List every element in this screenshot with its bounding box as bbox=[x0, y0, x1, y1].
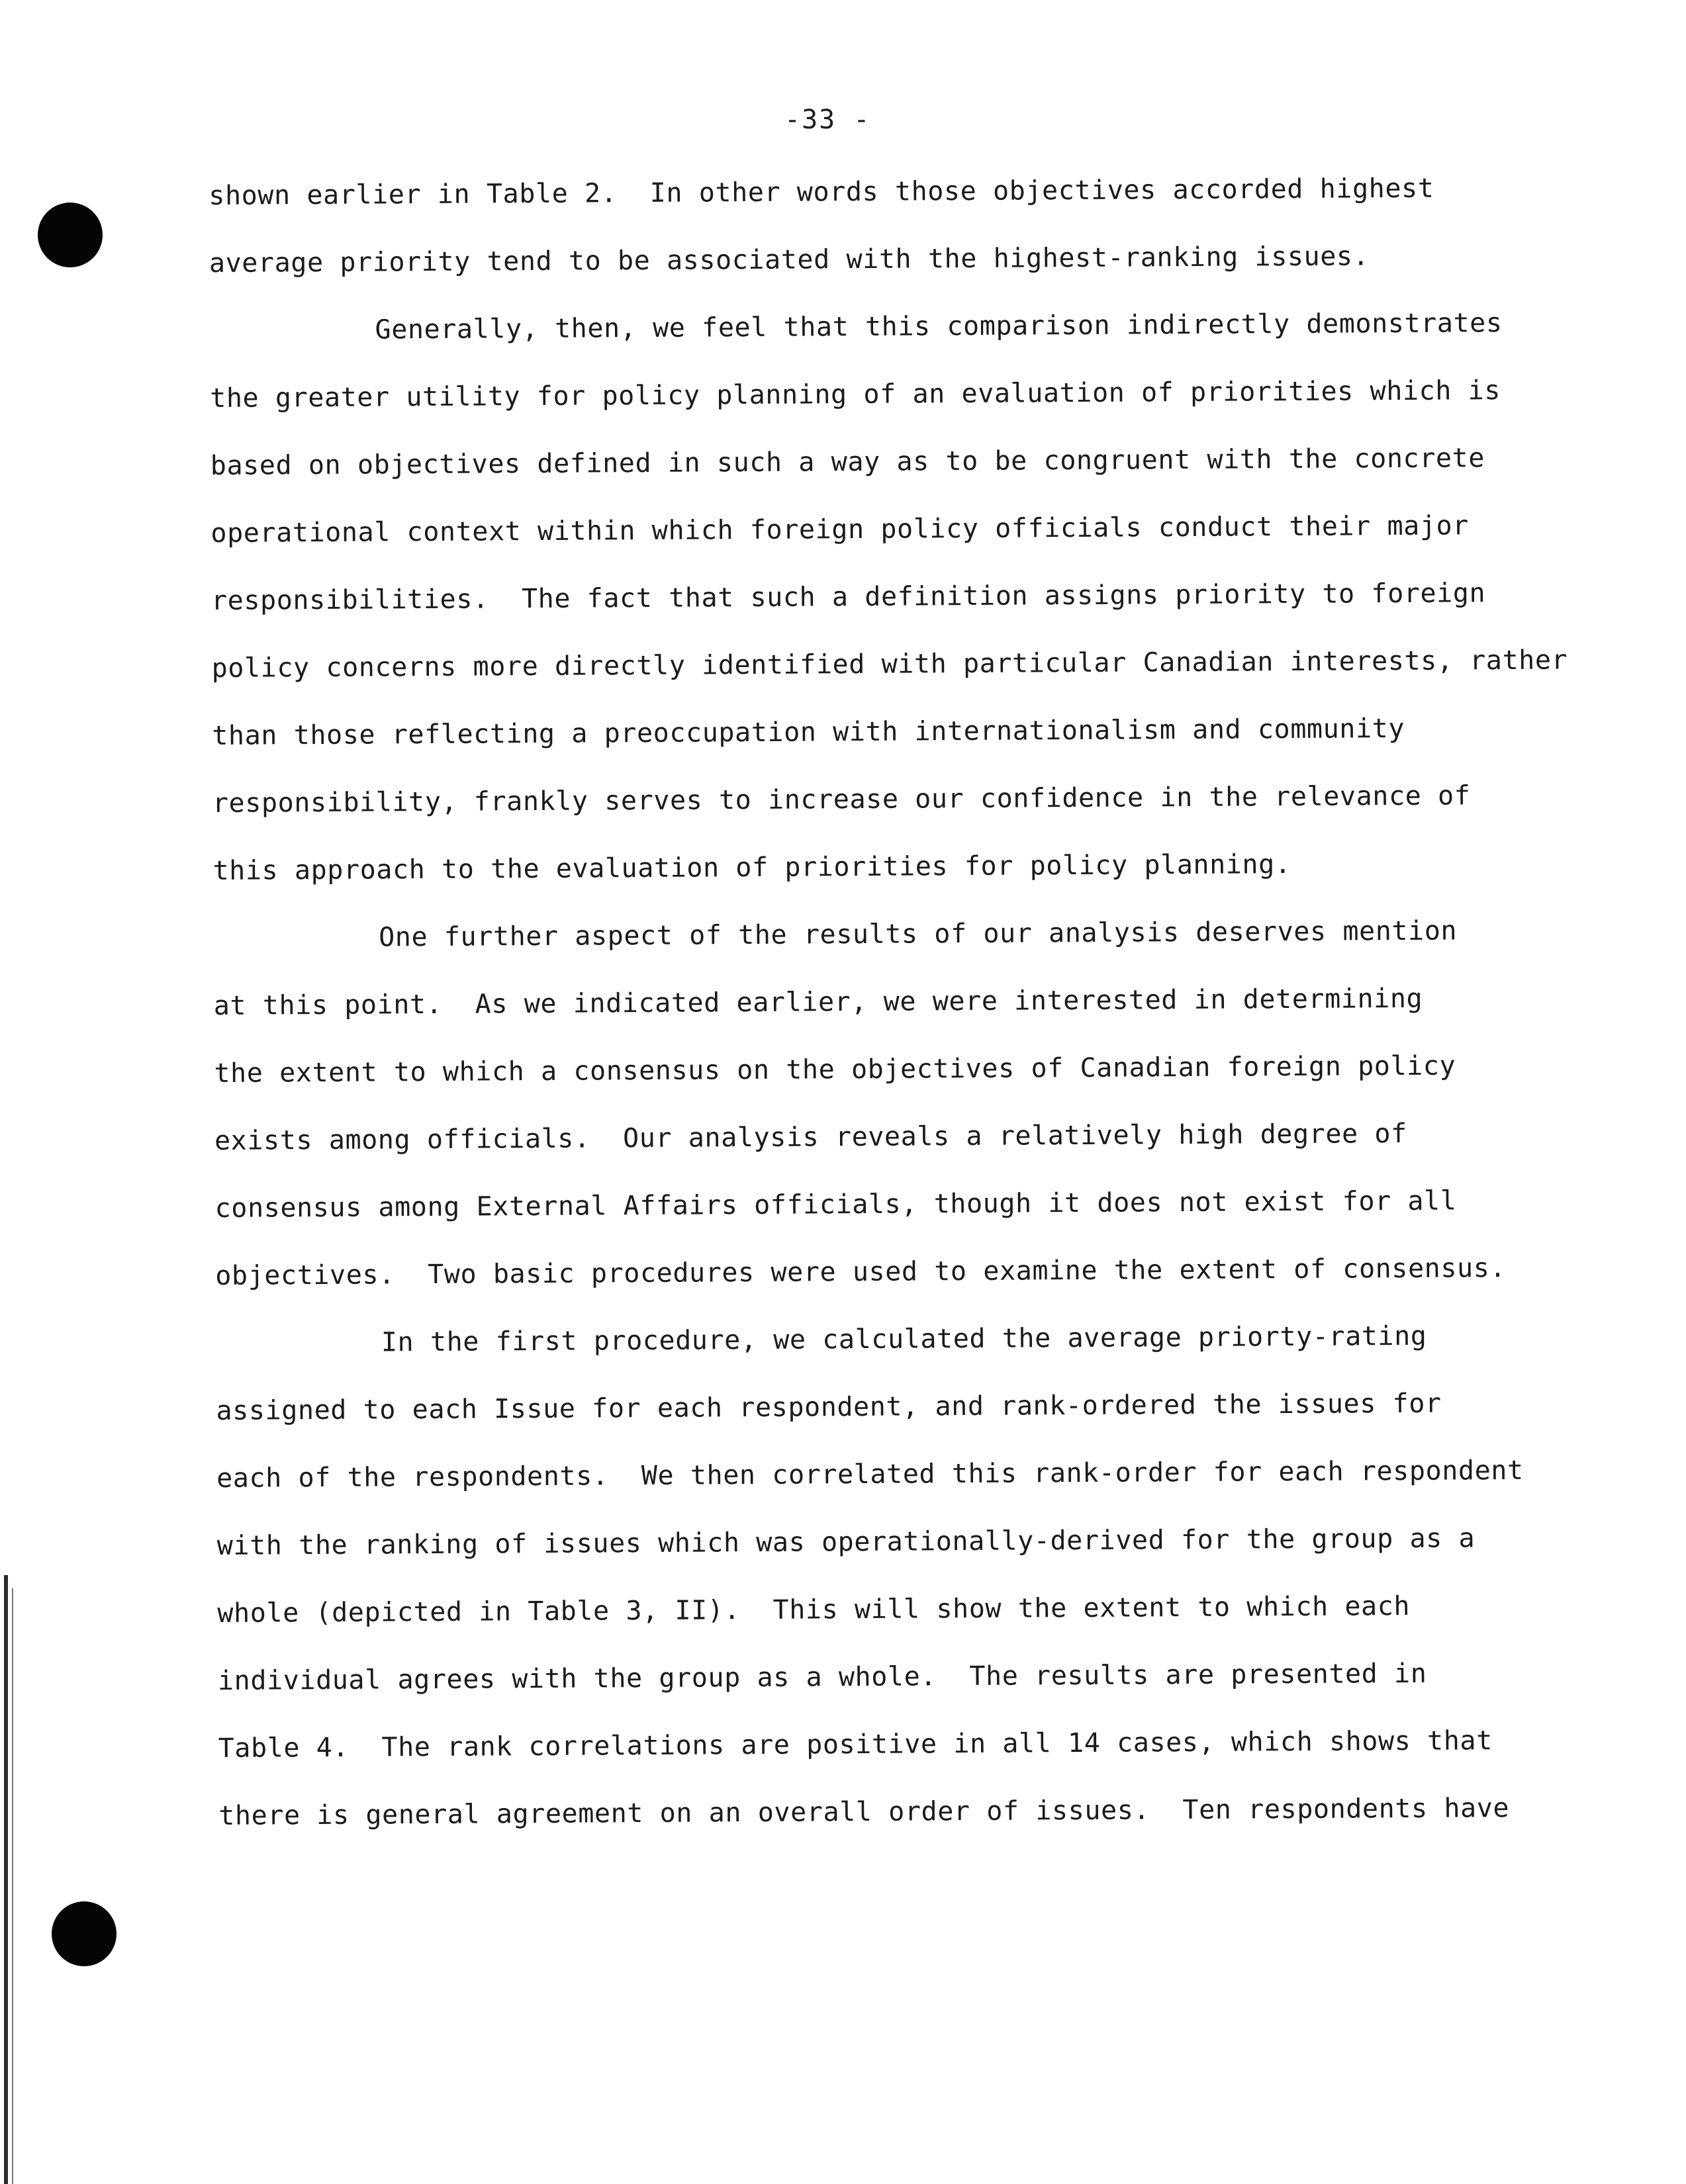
scan-edge-line bbox=[4, 1575, 8, 2184]
text-line: consensus among External Affairs officials, though it does not exist for all bbox=[214, 1185, 1457, 1224]
text-line: shown earlier in Table 2. In other words those objectives accorded highest bbox=[209, 173, 1434, 211]
text-line: responsibilities. The fact that such a definition assigns priority to foreign bbox=[211, 578, 1486, 616]
text-line: policy concerns more directly identified with particular Canadian interests, rather bbox=[211, 645, 1568, 684]
paragraph-start-line: One further aspect of the results of our analysis deserves mention bbox=[379, 915, 1458, 953]
text-line: based on objectives defined in such a way as to be congruent with the concrete bbox=[210, 443, 1485, 481]
punch-hole-bottom bbox=[52, 1901, 117, 1966]
page-number: -33 - bbox=[784, 105, 871, 135]
text-line: each of the respondents. We then correlated this rank-order for each respondent bbox=[216, 1455, 1524, 1494]
punch-hole-top bbox=[38, 203, 103, 267]
text-line: this approach to the evaluation of priorities for policy planning. bbox=[212, 849, 1291, 886]
text-line: objectives. Two basic procedures were used to examine the extent of consensus. bbox=[215, 1253, 1507, 1291]
text-line: individual agrees with the group as a whole. The results are presented in bbox=[217, 1658, 1427, 1696]
scan-edge-line-secondary bbox=[12, 1588, 13, 2184]
text-line: with the ranking of issues which was operationally-derived for the group as a bbox=[216, 1523, 1475, 1561]
text-line: operational context within which foreign policy officials conduct their major bbox=[211, 510, 1470, 549]
text-line: assigned to each Issue for each respondent, and rank-ordered the issues for bbox=[216, 1388, 1442, 1426]
text-line: the extent to which a consensus on the objectives of Canadian foreign policy bbox=[214, 1050, 1456, 1089]
text-line: the greater utility for policy planning of an evaluation of priorities which is bbox=[210, 375, 1501, 414]
text-line: responsibility, frankly serves to increase our confidence in the relevance of bbox=[212, 780, 1471, 819]
text-line: Table 4. The rank correlations are positive in all 14 cases, which shows that bbox=[218, 1725, 1493, 1764]
text-line: exists among officials. Our analysis reveals a relatively high degree of bbox=[214, 1118, 1407, 1156]
text-line: than those reflecting a preoccupation with internationalism and community bbox=[212, 713, 1405, 751]
text-line: average priority tend to be associated with the highest-ranking issues. bbox=[209, 241, 1370, 279]
text-line: at this point. As we indicated earlier, we were interested in determining bbox=[213, 983, 1423, 1021]
paragraph-start-line: In the first procedure, we calculated the average priorty-rating bbox=[381, 1320, 1427, 1358]
paragraph-start-line: Generally, then, we feel that this comparison indirectly demonstrates bbox=[375, 308, 1503, 345]
text-line: there is general agreement on an overall order of issues. Ten respondents have bbox=[218, 1793, 1510, 1831]
text-line: whole (depicted in Table 3, II). This will show the extent to which each bbox=[217, 1590, 1411, 1629]
body-text bbox=[209, 154, 1629, 1850]
